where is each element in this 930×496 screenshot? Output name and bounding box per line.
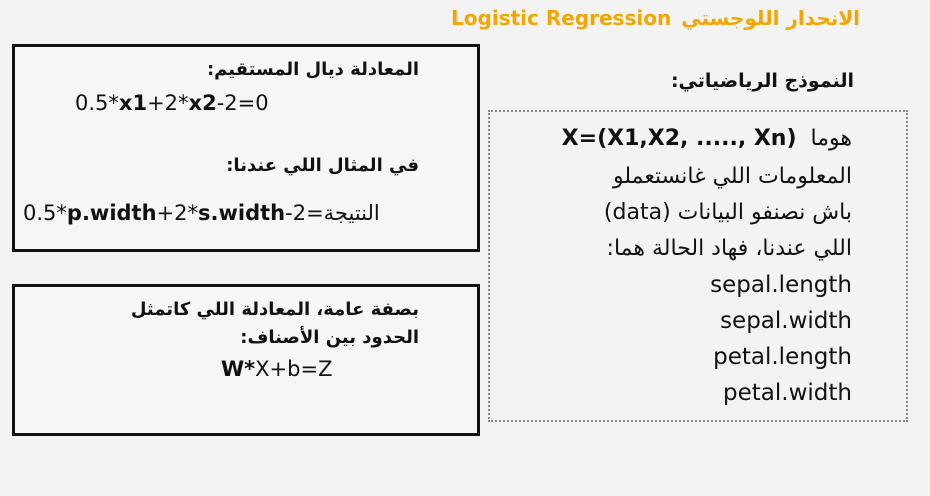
eq1-part-3: x2 bbox=[188, 91, 217, 115]
general-equation bbox=[221, 357, 332, 381]
eq1-part-2: +2* bbox=[147, 91, 189, 115]
eq1-part-0: 0.5* bbox=[75, 91, 119, 115]
model-line2: المعلومات اللي غانستعملو bbox=[613, 164, 852, 189]
model-box bbox=[488, 110, 908, 422]
title-arabic: الانحدار اللوجستي bbox=[681, 6, 860, 30]
eq1-part-1: x1 bbox=[118, 91, 148, 115]
general-heading-line2: الحدود بين الأصناف: bbox=[240, 327, 419, 348]
line-equation bbox=[75, 91, 269, 115]
model-line1-arabic: هوما bbox=[810, 126, 852, 151]
model-line3: باش نصنفو البيانات (data) bbox=[603, 200, 852, 225]
general-eq-bold: W* bbox=[221, 357, 256, 381]
feature-item: sepal.width bbox=[720, 308, 852, 334]
general-equation-box bbox=[12, 284, 480, 436]
eq2-part-2: +2* bbox=[156, 201, 199, 225]
eq2-part-1: p.width bbox=[66, 201, 157, 225]
model-line4: اللي عندنا، فهاد الحالة هما: bbox=[606, 236, 852, 261]
model-line1-x: X=(X1,X2, ....., Xn) bbox=[561, 126, 797, 151]
line-equation-heading: المعادلة ديال المستقيم: bbox=[206, 59, 419, 80]
eq2-part-0: 0.5* bbox=[23, 201, 67, 225]
model-line1 bbox=[562, 126, 852, 151]
eq2-part-4: -2=النتيجة bbox=[285, 201, 380, 225]
example-heading: في المثال اللي عندنا: bbox=[226, 155, 419, 176]
eq1-part-4: -2=0 bbox=[216, 91, 269, 115]
page-title bbox=[410, 6, 860, 30]
general-eq-rest: X+b=Z bbox=[255, 357, 333, 381]
line-equation-box bbox=[12, 44, 480, 252]
general-heading-line1: بصفة عامة، المعادلة اللي كاتمثل bbox=[130, 299, 419, 320]
example-equation bbox=[23, 201, 380, 225]
feature-item: petal.width bbox=[723, 380, 852, 406]
feature-item: sepal.length bbox=[710, 272, 852, 298]
title-english: Logistic Regression bbox=[451, 6, 672, 30]
eq2-part-3: s.width bbox=[198, 201, 286, 225]
model-heading: النموذج الرياضياتي: bbox=[670, 70, 854, 92]
feature-item: petal.length bbox=[713, 344, 852, 370]
